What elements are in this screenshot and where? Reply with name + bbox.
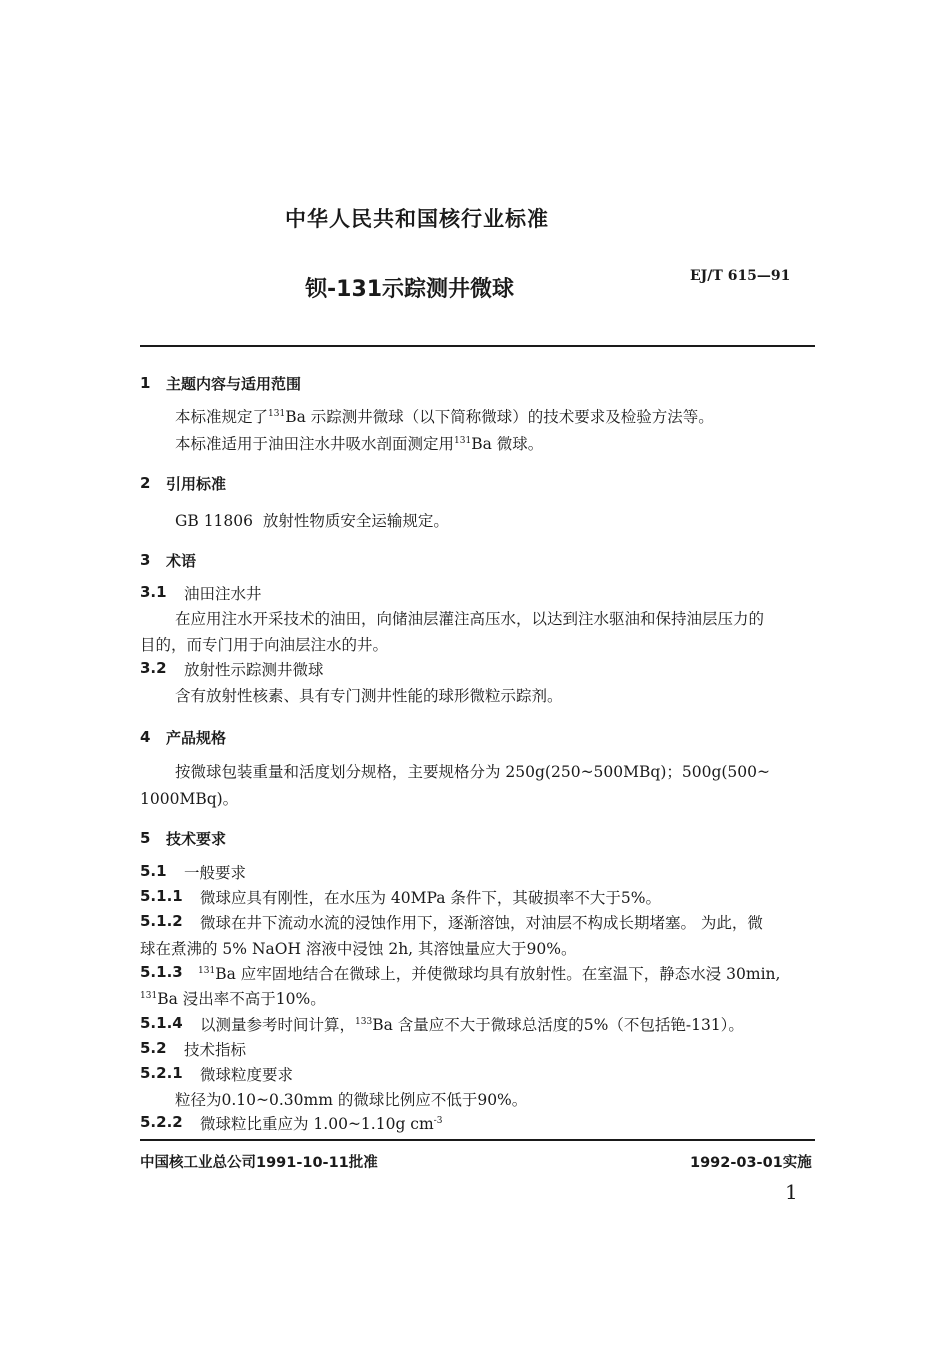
clause-5-1-2-line-2: 球在煮沸的 5% NaOH 溶液中浸蚀 2h, 其溶蚀量应大于90%。 (140, 940, 577, 958)
approval-note: 中国核工业总公司1991-10-11批准 (140, 1155, 378, 1171)
clause-5-2-2-text: 微球粒比重应为 1.00~1.10g $cm^{-3}$ (200, 1115, 443, 1133)
section-2-number: 2 (140, 474, 151, 492)
term-3-1-line-2: 目的，而专门用于向油层注水的井。 (140, 636, 389, 654)
clause-5-2-title: 技术指标 (184, 1041, 247, 1059)
clause-5-1-title: 一般要求 (184, 864, 247, 882)
clause-5-1-3-number: 5.1.3 (140, 963, 183, 981)
term-3-1-number: 3.1 (140, 583, 167, 601)
clause-5-1-3-line-1: $^{131}$Ba 应牢固地结合在微球上，并使微球均具有放射性。在室温下，静态水浸 30min, (198, 965, 781, 983)
clause-5-2-1-number: 5.2.1 (140, 1064, 183, 1082)
clause-5-1-4-text: 以测量参考时间计算，$^{133}$Ba 含量应不大于微球总活度的5%（不包括铯-131）。 (200, 1016, 744, 1034)
term-3-2-title: 放射性示踪测井微球 (184, 661, 324, 679)
page-number: 1 (785, 1180, 798, 1204)
term-3-1-line-1: 在应用注水开采技术的油田，向储油层灌注高压水，以达到注水驱油和保持油层压力的 (175, 610, 765, 628)
section-2-reference: GB 11806 放射性物质安全运输规定。 (175, 512, 449, 530)
clause-5-2-1-text: 粒径为0.10~0.30mm 的微球比例应不低于90%。 (175, 1091, 528, 1109)
term-3-2-number: 3.2 (140, 659, 167, 677)
term-3-1-title: 油田注水井 (184, 585, 262, 603)
effective-date: 1992-03-01实施 (690, 1155, 812, 1171)
clause-5-2-2-number: 5.2.2 (140, 1113, 183, 1131)
clause-5-1-2-line-1: 微球在井下流动水流的浸蚀作用下，逐渐溶蚀，对油层不构成长期堵塞。 为此，微 (200, 914, 763, 932)
section-3-title: 术语 (166, 552, 197, 570)
section-4-title: 产品规格 (166, 729, 227, 747)
section-5-title: 技术要求 (166, 830, 227, 848)
clause-5-2-number: 5.2 (140, 1039, 167, 1057)
section-2-title: 引用标准 (166, 475, 227, 493)
section-1-para-2: 本标准适用于油田注水井吸水剖面测定用$^{131}$Ba 微球。 (175, 435, 544, 453)
doc-code: EJ/T 615—91 (690, 268, 791, 284)
clause-5-1-2-number: 5.1.2 (140, 912, 183, 930)
footer-rule (140, 1139, 815, 1141)
clause-5-1-4-number: 5.1.4 (140, 1014, 183, 1032)
org-title: 中华人民共和国核行业标准 (285, 207, 549, 231)
doc-title: 钡-131示踪测井微球 (305, 277, 515, 302)
clause-5-1-3-line-2: $^{131}$Ba 浸出率不高于10%。 (140, 990, 326, 1008)
section-1-title: 主题内容与适用范围 (166, 375, 302, 393)
term-3-2-line-1: 含有放射性核素、具有专门测井性能的球形微粒示踪剂。 (175, 687, 563, 705)
clause-5-1-1-text: 微球应具有刚性，在水压为 40MPa 条件下，其破损率不大于5%。 (200, 889, 662, 907)
section-4-line-1: 按微球包装重量和活度划分规格，主要规格分为 250g(250~500MBq)；500g(500~ (175, 763, 770, 781)
section-3-number: 3 (140, 551, 151, 569)
clause-5-2-1-title: 微球粒度要求 (200, 1066, 294, 1084)
section-5-number: 5 (140, 829, 151, 847)
section-1-para-1: 本标准规定了$^{131}$Ba 示踪测井微球（以下简称微球）的技术要求及检验方法等。 (175, 408, 714, 426)
clause-5-1-number: 5.1 (140, 862, 167, 880)
clause-5-1-1-number: 5.1.1 (140, 887, 183, 905)
section-4-number: 4 (140, 728, 151, 746)
section-4-line-2: 1000MBq)。 (140, 790, 239, 808)
section-1-number: 1 (140, 374, 151, 392)
header-rule (140, 345, 815, 347)
